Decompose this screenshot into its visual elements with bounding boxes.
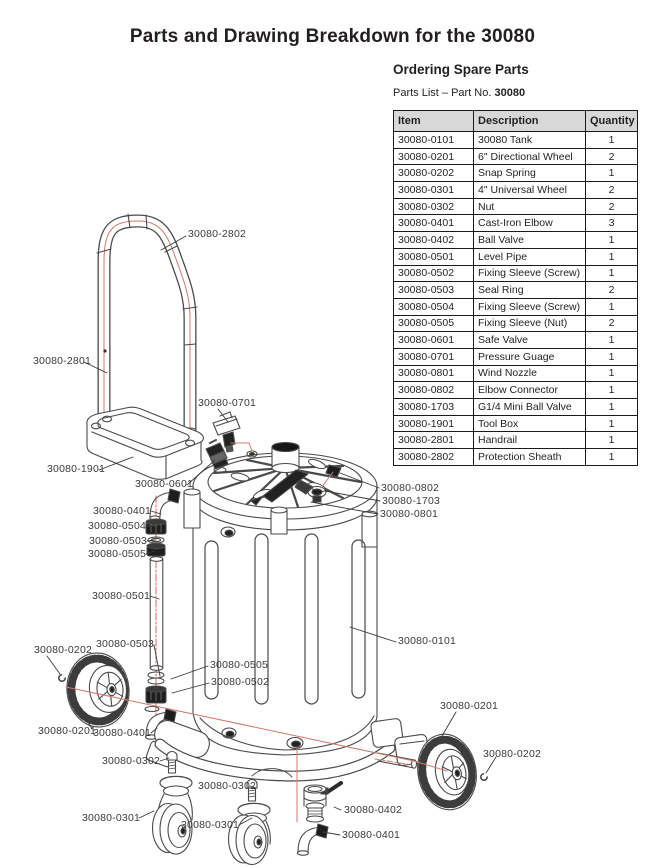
- quantity-cell: 2: [586, 148, 638, 165]
- quantity-cell: 1: [586, 432, 638, 449]
- parts-table-body: [394, 132, 638, 466]
- quantity-cell: 1: [586, 232, 638, 249]
- ball-valve-assembly: [298, 783, 342, 855]
- ordering-panel: [393, 62, 641, 466]
- tank-cap: [272, 443, 299, 473]
- part-label: 30080-0801: [380, 508, 439, 520]
- part-label: 30080-0402: [344, 804, 403, 816]
- description-cell: 6" Directional Wheel: [474, 148, 586, 165]
- snap-spring-right: [481, 774, 487, 780]
- item-cell: 30080-0801: [394, 365, 474, 382]
- parts-table-head: [394, 111, 638, 132]
- description-cell: Seal Ring: [474, 282, 586, 299]
- item-cell: 30080-0301: [394, 182, 474, 199]
- quantity-cell: 1: [586, 298, 638, 315]
- item-cell: 30080-2802: [394, 449, 474, 466]
- elbow-upper: [150, 489, 180, 520]
- column-header: Item: [394, 111, 474, 132]
- quantity-cell: 1: [586, 382, 638, 399]
- quantity-cell: 2: [586, 315, 638, 332]
- page-title: Parts and Drawing Breakdown for the 30080: [129, 26, 536, 47]
- item-cell: 30080-0201: [394, 148, 474, 165]
- parts-table: [393, 110, 638, 466]
- wheel-left: [63, 650, 132, 730]
- quantity-cell: 1: [586, 265, 638, 282]
- quantity-cell: 3: [586, 215, 638, 232]
- quantity-cell: 2: [586, 182, 638, 199]
- part-label: 30080-0502: [211, 676, 270, 688]
- table-row: [394, 232, 638, 249]
- fixing-sleeve-0504: [146, 519, 166, 534]
- quantity-cell: 1: [586, 399, 638, 416]
- item-cell: 30080-0302: [394, 198, 474, 215]
- table-row: [394, 449, 638, 466]
- item-cell: 30080-0501: [394, 248, 474, 265]
- quantity-cell: 1: [586, 415, 638, 432]
- quantity-cell: 2: [586, 282, 638, 299]
- quantity-cell: 1: [586, 132, 638, 149]
- part-label: 30080-0301: [82, 812, 141, 824]
- table-row: [394, 432, 638, 449]
- item-cell: 30080-0802: [394, 382, 474, 399]
- description-cell: G1/4 Mini Ball Valve: [474, 399, 586, 416]
- description-cell: Ball Valve: [474, 232, 586, 249]
- part-label: 30080-1703: [382, 495, 441, 507]
- part-label: 30080-0401: [342, 829, 401, 841]
- description-cell: Tool Box: [474, 415, 586, 432]
- item-cell: 30080-1901: [394, 415, 474, 432]
- part-label: 30080-0302: [102, 755, 161, 767]
- table-row: [394, 132, 638, 149]
- quantity-cell: 1: [586, 332, 638, 349]
- handrail: [97, 214, 197, 432]
- table-row: [394, 415, 638, 432]
- description-cell: Level Pipe: [474, 248, 586, 265]
- item-cell: 30080-0701: [394, 348, 474, 365]
- item-cell: 30080-0202: [394, 165, 474, 182]
- description-cell: Fixing Sleeve (Screw): [474, 298, 586, 315]
- header-row: [394, 111, 638, 132]
- part-label: 30080-0202: [34, 644, 93, 656]
- item-cell: 30080-1703: [394, 399, 474, 416]
- table-row: [394, 265, 638, 282]
- description-cell: Protection Sheath: [474, 449, 586, 466]
- part-label: 30080-0601: [135, 478, 194, 490]
- description-cell: 30080 Tank: [474, 132, 586, 149]
- part-label: 30080-0503: [96, 638, 155, 650]
- part-label: 30080-0101: [398, 635, 457, 647]
- table-row: [394, 348, 638, 365]
- table-row: [394, 365, 638, 382]
- table-row: [394, 165, 638, 182]
- part-label: 30080-0401: [93, 505, 152, 517]
- item-cell: 30080-0401: [394, 215, 474, 232]
- table-row: [394, 282, 638, 299]
- description-cell: Nut: [474, 198, 586, 215]
- table-row: [394, 148, 638, 165]
- column-header: Quantity: [586, 111, 638, 132]
- item-cell: 30080-0504: [394, 298, 474, 315]
- quantity-cell: 1: [586, 365, 638, 382]
- quantity-cell: 1: [586, 348, 638, 365]
- table-row: [394, 182, 638, 199]
- part-label: 30080-0701: [198, 397, 257, 409]
- part-label: 30080-0301: [181, 819, 240, 831]
- description-cell: Handrail: [474, 432, 586, 449]
- part-label: 30080-1901: [47, 463, 106, 475]
- snap-spring-left: [59, 675, 65, 681]
- part-label: 30080-0501: [92, 590, 151, 602]
- table-row: [394, 382, 638, 399]
- part-label: 30080-2802: [188, 228, 247, 240]
- table-row: [394, 215, 638, 232]
- parts-list-prefix: Parts List – Part No.: [393, 87, 495, 99]
- part-label: 30080-0505: [88, 548, 147, 560]
- part-label: 30080-0202: [483, 748, 542, 760]
- part-number: 30080: [494, 87, 526, 99]
- quantity-cell: 1: [586, 165, 638, 182]
- item-cell: 30080-0505: [394, 315, 474, 332]
- part-label: 30080-0505: [210, 659, 269, 671]
- item-cell: 30080-0402: [394, 232, 474, 249]
- quantity-cell: 1: [586, 449, 638, 466]
- part-label: 30080-0401: [93, 727, 152, 739]
- table-row: [394, 298, 638, 315]
- table-row: [394, 332, 638, 349]
- column-header: Description: [474, 111, 586, 132]
- part-label: 30080-0503: [89, 535, 148, 547]
- description-cell: Fixing Sleeve (Screw): [474, 265, 586, 282]
- ordering-heading: Ordering Spare Parts: [393, 62, 529, 77]
- description-cell: 4" Universal Wheel: [474, 182, 586, 199]
- description-cell: Safe Valve: [474, 332, 586, 349]
- description-cell: Pressure Guage: [474, 348, 586, 365]
- item-cell: 30080-0503: [394, 282, 474, 299]
- description-cell: Fixing Sleeve (Nut): [474, 315, 586, 332]
- description-cell: Cast-Iron Elbow: [474, 215, 586, 232]
- description-cell: Elbow Connector: [474, 382, 586, 399]
- parts-list-line: [393, 87, 641, 99]
- table-row: [394, 399, 638, 416]
- quantity-cell: 1: [586, 248, 638, 265]
- part-label: 30080-2801: [33, 355, 92, 367]
- table-row: [394, 248, 638, 265]
- item-cell: 30080-0601: [394, 332, 474, 349]
- item-cell: 30080-0101: [394, 132, 474, 149]
- fixing-nut-0505: [147, 543, 165, 556]
- table-row: [394, 315, 638, 332]
- part-label: 30080-0802: [381, 482, 440, 494]
- part-label: 30080-0302: [198, 780, 257, 792]
- part-label: 30080-0201: [440, 700, 499, 712]
- quantity-cell: 2: [586, 198, 638, 215]
- part-label: 30080-0201: [38, 725, 97, 737]
- table-row: [394, 198, 638, 215]
- item-cell: 30080-0502: [394, 265, 474, 282]
- description-cell: Wind Nozzle: [474, 365, 586, 382]
- description-cell: Snap Spring: [474, 165, 586, 182]
- part-label: 30080-0504: [88, 520, 147, 532]
- item-cell: 30080-2801: [394, 432, 474, 449]
